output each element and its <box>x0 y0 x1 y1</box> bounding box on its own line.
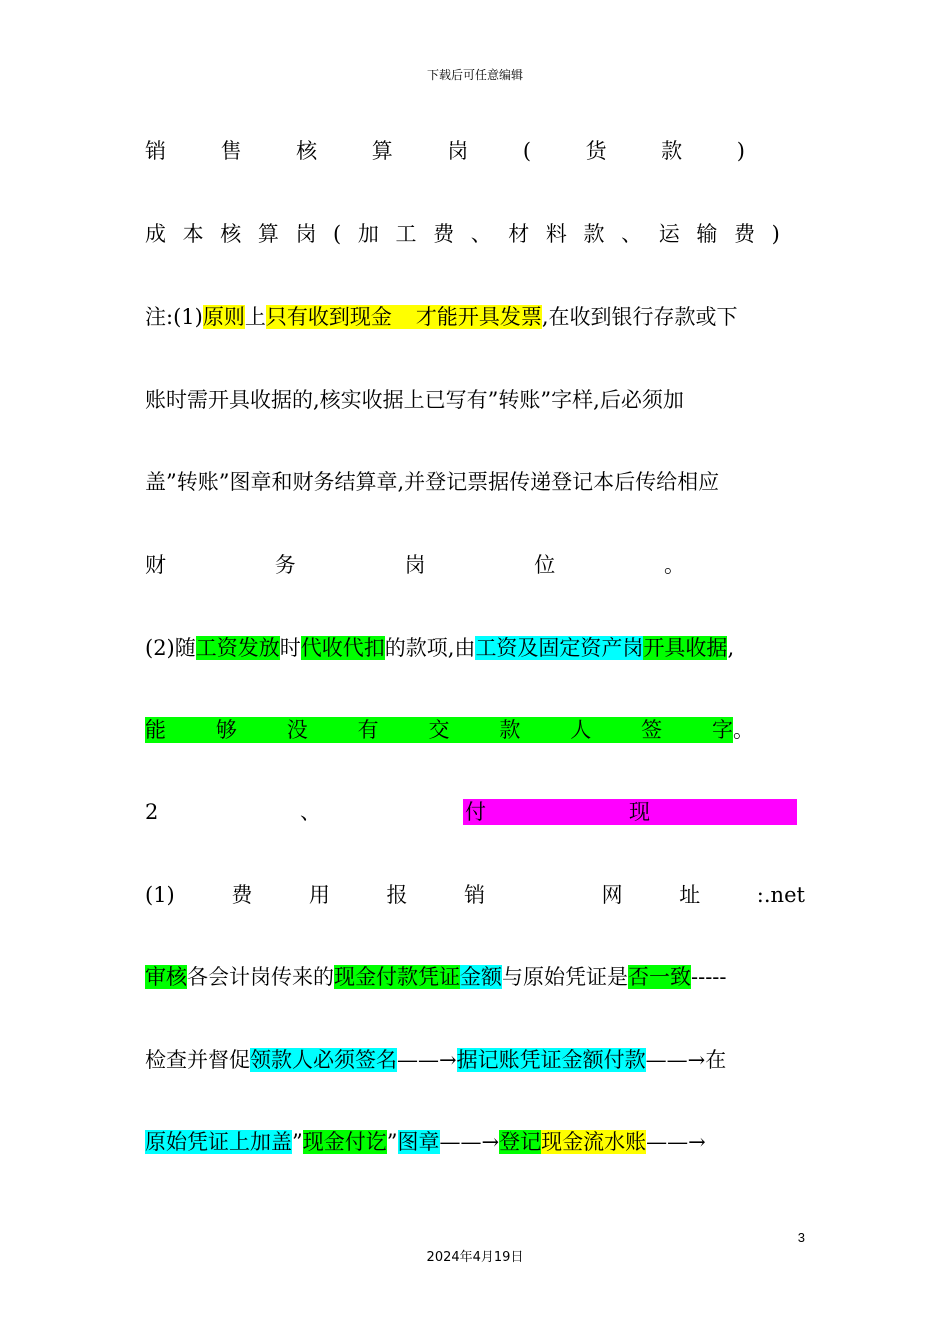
highlight-cyan: 图章 <box>397 1130 440 1154</box>
highlight-green: 登记 <box>499 1130 542 1154</box>
text: 各会计岗传来的 <box>187 965 334 989</box>
highlight-magenta <box>463 799 797 825</box>
char: 签 <box>641 718 663 742</box>
line-check-signature <box>145 1047 805 1073</box>
char: 输 <box>696 222 718 246</box>
text: ,在收到银行存款或下 <box>541 305 738 329</box>
line-stamp <box>145 1129 805 1155</box>
period: 。 <box>733 718 754 742</box>
char: 销 <box>145 139 166 163</box>
text: (2)随 <box>145 636 196 660</box>
text: 的款项,由 <box>384 636 476 660</box>
highlight-yellow: 现金流水账 <box>541 1130 647 1154</box>
char: 务 <box>274 553 296 577</box>
char: 报 <box>386 883 408 907</box>
highlight-yellow: 只有收到现金 <box>266 305 416 329</box>
arrow-icon: ——→ <box>397 1048 457 1072</box>
char: 网 <box>601 883 623 907</box>
char: 款 <box>499 718 521 742</box>
char: 没 <box>286 718 308 742</box>
char: 付 <box>465 800 486 824</box>
section-heading-cash-payment <box>145 799 805 825</box>
line-audit <box>145 964 815 990</box>
char: ) <box>736 139 745 163</box>
highlight-green: 现金付讫 <box>302 1130 387 1154</box>
char: 能 <box>145 718 166 742</box>
line-note-2 <box>145 635 805 661</box>
char: 加 <box>357 222 379 246</box>
text: (1) <box>145 883 175 907</box>
highlight-cyan: 原始凭证上加盖 <box>145 1130 292 1154</box>
char: 岗 <box>447 139 469 163</box>
char: 现 <box>629 800 650 824</box>
char: 、 <box>621 222 643 246</box>
highlight-green: 开具收据 <box>643 636 728 660</box>
char: 费 <box>733 222 755 246</box>
char: 位 <box>534 553 556 577</box>
char: 财 <box>145 553 166 577</box>
text: 与原始凭证是 <box>502 965 628 989</box>
page-footer-date: 2024年4月19日 <box>426 1250 524 1265</box>
highlight-green: 代收代扣 <box>300 636 385 660</box>
char: 岗 <box>404 553 426 577</box>
page-number: 3 <box>797 1230 805 1245</box>
char: 料 <box>545 222 567 246</box>
char: 材 <box>508 222 530 246</box>
text: , <box>727 636 735 660</box>
text: 检查并督促 <box>145 1048 250 1072</box>
char: ( <box>333 222 342 246</box>
section-number: 2 <box>145 800 159 824</box>
highlight-cyan: 领款人必须签名 <box>250 1048 397 1072</box>
separator: 、 <box>300 800 321 824</box>
char: 址 <box>679 883 701 907</box>
arrow-icon: ——→ <box>439 1130 500 1154</box>
char: 核 <box>220 222 242 246</box>
quote: ” <box>386 1130 398 1154</box>
line-sales-accounting <box>145 138 745 164</box>
char: 交 <box>428 718 450 742</box>
char: 有 <box>357 718 379 742</box>
char: 字 <box>712 718 733 742</box>
highlight-cyan: 据记账凭证金额付款 <box>456 1048 646 1072</box>
highlight-cyan: 工资及固定资产岗 <box>475 636 644 660</box>
char: 货 <box>585 139 607 163</box>
highlight-green: 否一致 <box>628 965 691 989</box>
text: ----- <box>691 965 727 989</box>
highlight-yellow: 原则 <box>202 305 245 329</box>
char: ) <box>771 222 780 246</box>
text: 在 <box>705 1048 727 1072</box>
line-expense-reimbursement <box>145 882 805 908</box>
paragraph-line: 盖”转账”图章和财务结算章,并登记票据传递登记本后传给相应 <box>145 470 720 494</box>
line-no-signature <box>145 717 805 743</box>
line-financial-post <box>145 552 685 578</box>
highlight-yellow: 才能开具发票 <box>415 305 542 329</box>
char: 算 <box>371 139 393 163</box>
char: ( <box>522 139 532 163</box>
text: 时 <box>279 636 301 660</box>
char: 够 <box>215 718 237 742</box>
text: :.net <box>756 883 805 907</box>
highlight-green: 工资发放 <box>195 636 280 660</box>
char: 。 <box>664 553 685 577</box>
char: 售 <box>220 139 242 163</box>
arrow-icon: ——→ <box>645 1048 706 1072</box>
char: 工 <box>395 222 417 246</box>
char: 用 <box>308 883 330 907</box>
text: 上 <box>244 305 266 329</box>
line-note-1 <box>145 304 805 330</box>
char: 人 <box>570 718 592 742</box>
char: 成 <box>145 222 166 246</box>
char: 岗 <box>295 222 317 246</box>
highlight-green <box>145 717 733 743</box>
char: 、 <box>470 222 492 246</box>
arrow-icon: ——→ <box>646 1130 706 1154</box>
char: 算 <box>257 222 279 246</box>
char: 销 <box>464 883 486 907</box>
char: 费 <box>433 222 455 246</box>
char: 款 <box>583 222 605 246</box>
char: 运 <box>658 222 680 246</box>
char: 费 <box>231 883 253 907</box>
highlight-green: 现金付款凭证 <box>334 965 460 989</box>
paragraph-line: 账时需开具收据的,核实收据上已写有”转账”字样,后必须加 <box>145 388 684 412</box>
char: 核 <box>296 139 318 163</box>
page-header: 下载后可任意编辑 <box>426 68 523 82</box>
line-cost-accounting <box>145 221 780 247</box>
char: 款 <box>661 139 683 163</box>
quote: ” <box>292 1130 303 1154</box>
char: 本 <box>182 222 204 246</box>
highlight-green: 审核 <box>145 965 187 989</box>
highlight-cyan: 金额 <box>460 965 502 989</box>
note-prefix: 注:(1) <box>145 305 203 329</box>
